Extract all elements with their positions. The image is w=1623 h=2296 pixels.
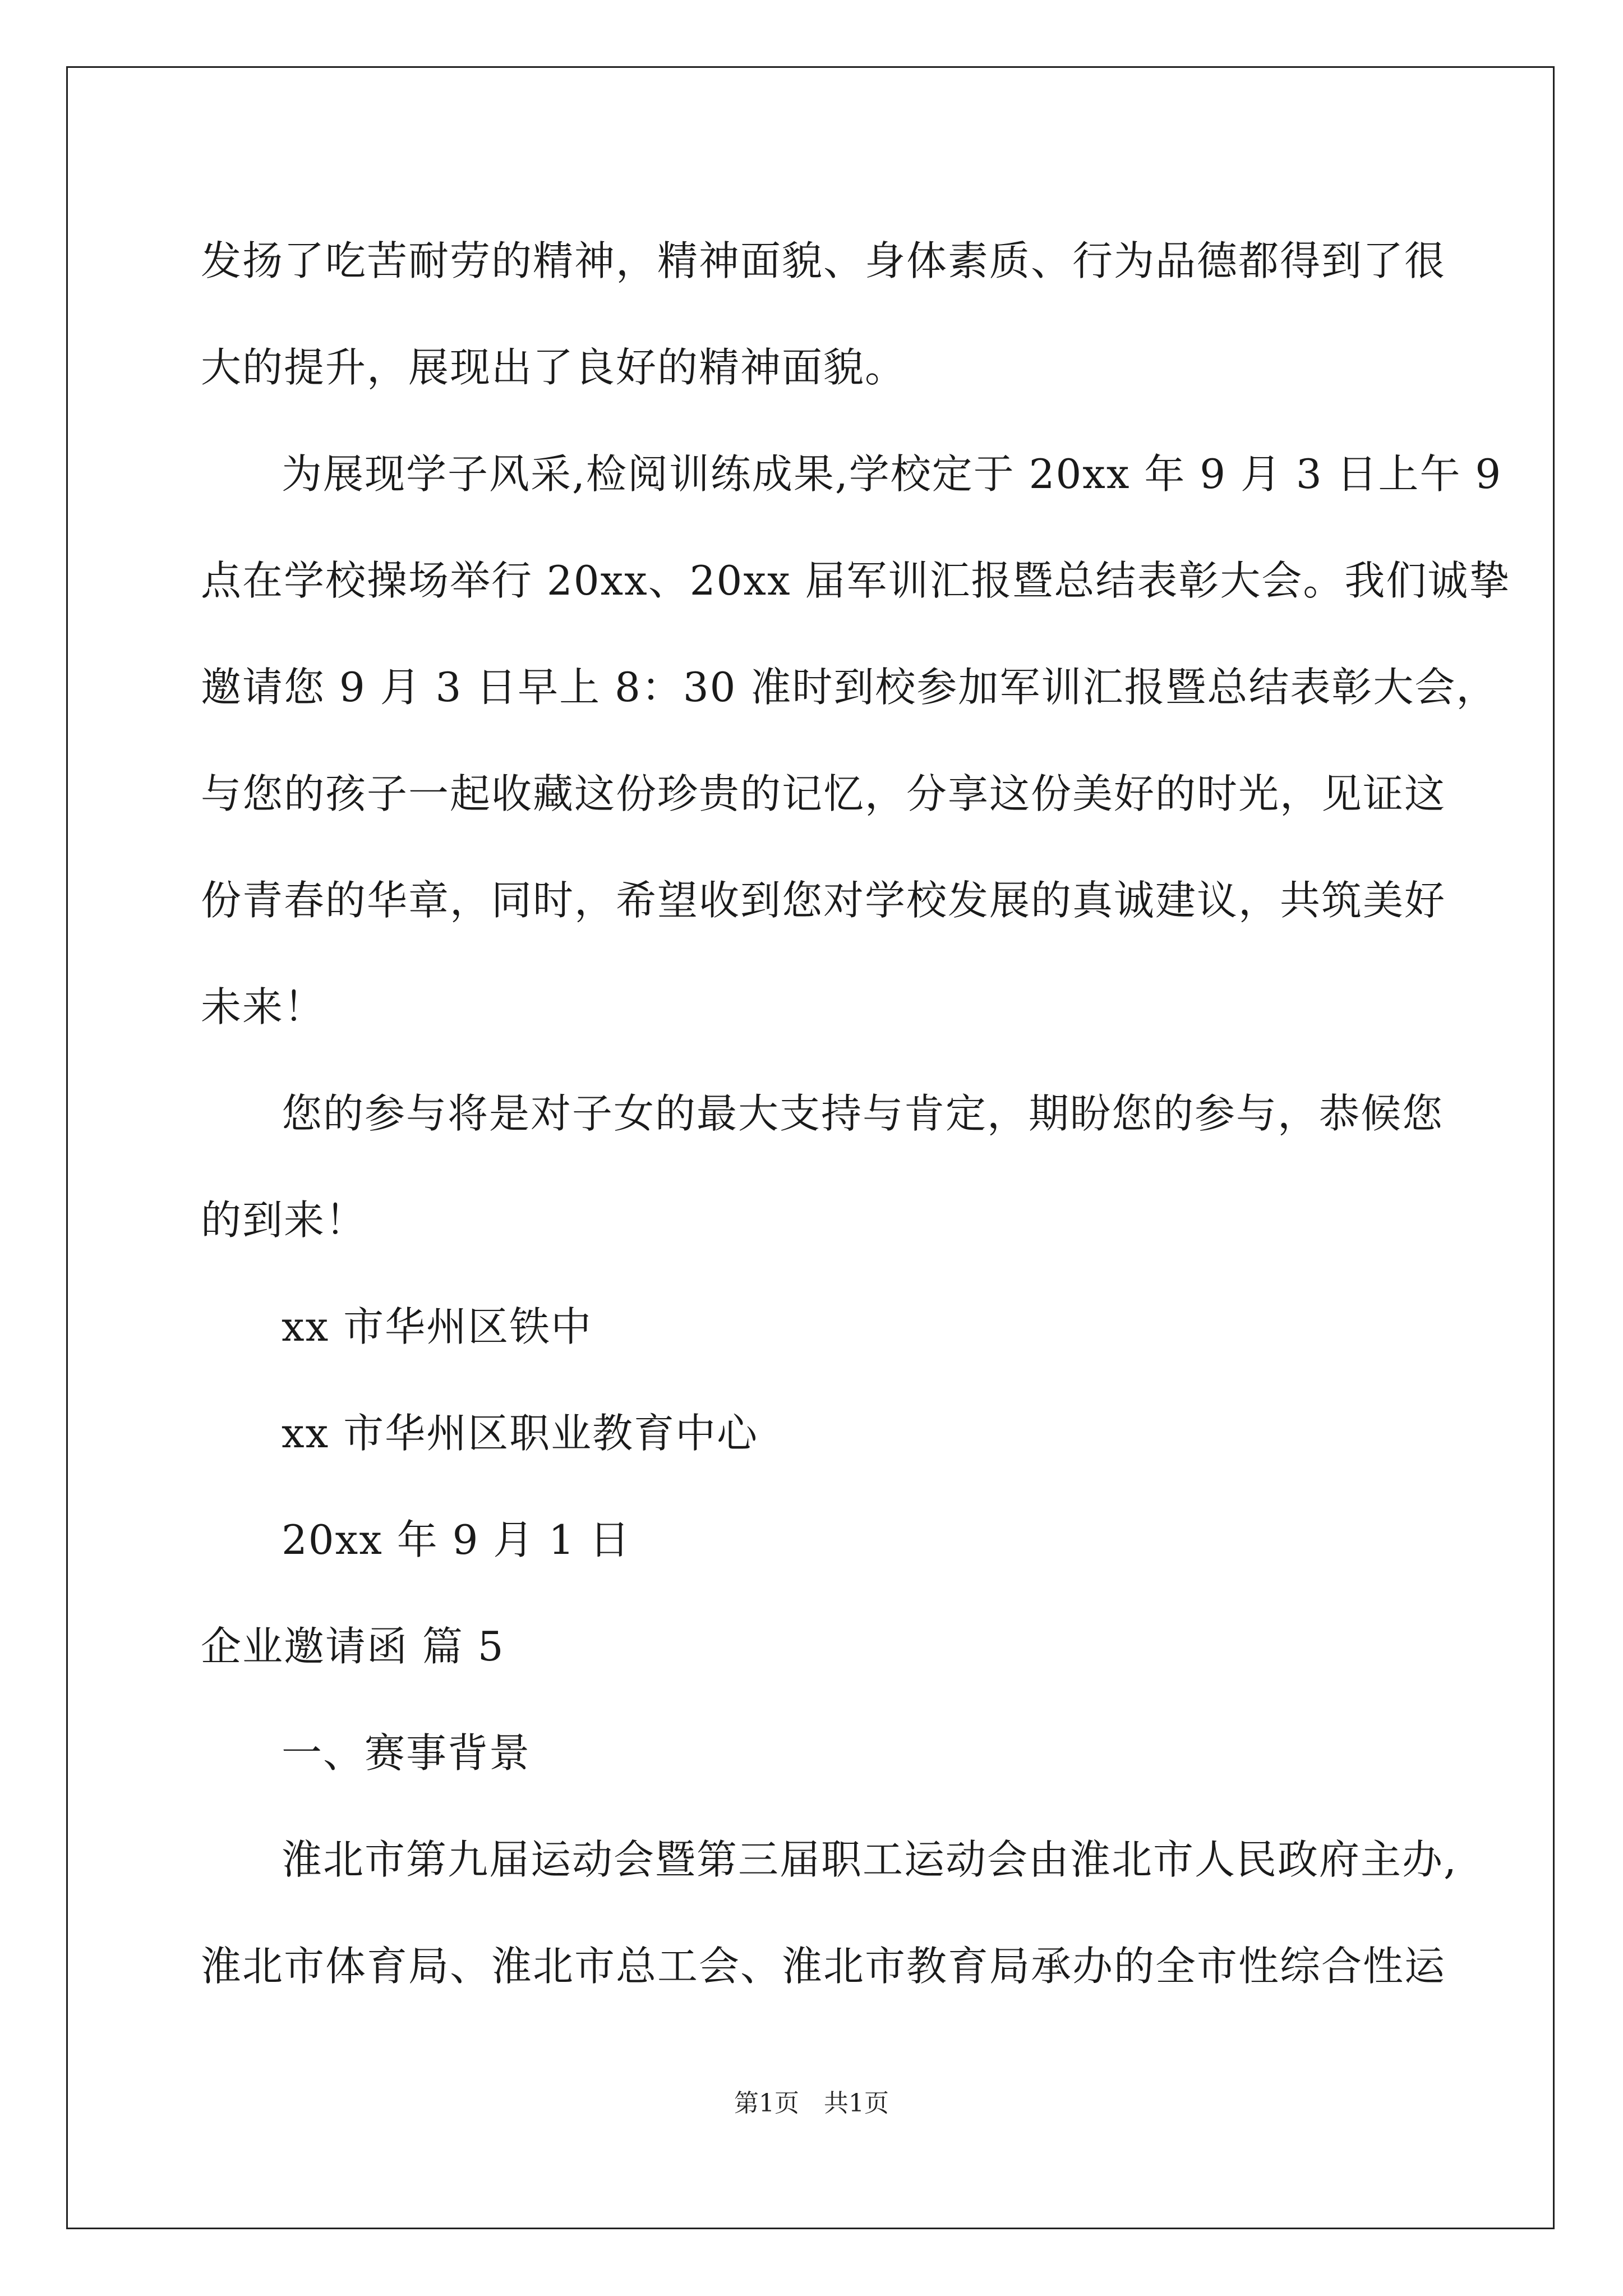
section-heading: 企业邀请函 篇 5 <box>201 1623 505 1670</box>
date-line: 20xx 年 9 月 1 日 <box>282 1516 631 1563</box>
paragraph-line: 点在学校操场举行 20xx、20xx 届军训汇报暨总结表彰大会。我们诚挚 <box>201 557 1511 604</box>
paragraph-line: 的到来！ <box>201 1197 367 1244</box>
paragraph-line: 与您的孩子一起收藏这份珍贵的记忆，分享这份美好的时光，见证这 <box>201 770 1446 817</box>
paragraph-line: 淮北市第九届运动会暨第三届职工运动会由淮北市人民政府主办, <box>282 1836 1458 1883</box>
subsection-heading: 一、赛事背景 <box>282 1729 531 1777</box>
page-number-footer: 第1页 共1页 <box>734 2089 889 2118</box>
paragraph-line: 淮北市体育局、淮北市总工会、淮北市教育局承办的全市性综合性运 <box>201 1943 1446 1990</box>
document-body <box>201 208 1511 2019</box>
paragraph-line: 份青春的华章，同时，希望收到您对学校发展的真诚建议，共筑美好 <box>201 877 1446 924</box>
signature-line: xx 市华州区铁中 <box>282 1303 593 1350</box>
signature-line: xx 市华州区职业教育中心 <box>282 1410 759 1457</box>
paragraph-line: 邀请您 9 月 3 日早上 8：30 准时到校参加军训汇报暨总结表彰大会， <box>201 664 1498 711</box>
paragraph-line: 发扬了吃苦耐劳的精神，精神面貌、身体素质、行为品德都得到了很 <box>201 237 1446 284</box>
paragraph-line: 您的参与将是对子女的最大支持与肯定，期盼您的参与，恭候您 <box>282 1090 1444 1137</box>
paragraph-line: 为展现学子风采,检阅训练成果,学校定于 20xx 年 9 月 3 日上午 9 <box>282 450 1502 498</box>
paragraph-line: 大的提升，展现出了良好的精神面貌。 <box>201 344 907 391</box>
paragraph-line: 未来！ <box>201 983 326 1030</box>
